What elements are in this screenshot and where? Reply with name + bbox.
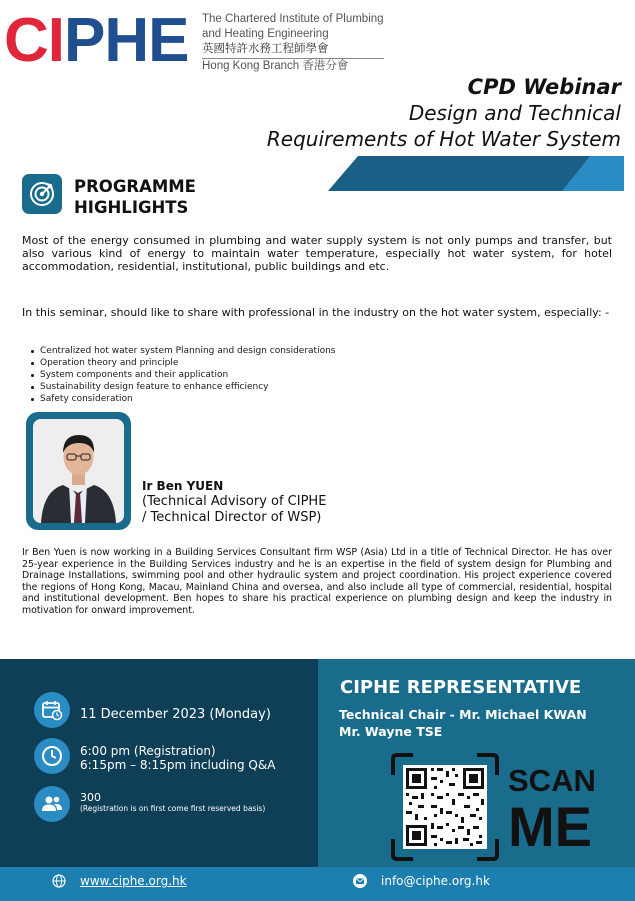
qr-code[interactable] <box>391 753 499 861</box>
calendar-icon <box>34 692 70 728</box>
website-url[interactable]: www.ciphe.org.hk <box>80 874 187 888</box>
decorative-banner <box>328 156 624 191</box>
speaker-photo <box>33 419 124 523</box>
logo-wordmark-red: CI <box>4 6 64 75</box>
email-link[interactable] <box>353 874 490 888</box>
website-link[interactable] <box>52 874 187 888</box>
logo-wordmark-blue: PHE <box>64 6 189 75</box>
list-item: Centralized hot water system Planning and design considerations <box>40 346 336 356</box>
heading-line2: HIGHLIGHTS <box>74 198 189 217</box>
event-date: 11 December 2023 (Monday) <box>80 707 271 722</box>
webinar-title <box>267 74 621 152</box>
ciphe-logo <box>4 6 384 78</box>
event-capacity <box>80 791 265 814</box>
globe-icon <box>52 874 66 888</box>
representative-line2: Mr. Wayne TSE <box>339 724 443 739</box>
title-line3: Requirements of Hot Water System <box>266 127 621 151</box>
list-item: System components and their application <box>40 369 336 381</box>
event-time-line2: 6:15pm – 8:15pm including Q&A <box>80 758 276 772</box>
scan-me-text-line1: SCAN <box>508 763 596 798</box>
heading-line1: PROGRAMME <box>74 177 196 196</box>
list-item: Operation theory and principle <box>40 357 336 369</box>
representative-title: CIPHE REPRESENTATIVE <box>340 677 582 698</box>
speaker-bio: Ir Ben Yuen is now working in a Building Services Consultant firm WSP (Asia) Ltd in a title of Technical Director. He has over 25-year experience in the Building Services industry and he is an expertise in the field of system design for Plumbing and Drainage Installations, swimming pool and other hydraulic system and project coordination. His project experience covered the regions of Hong Kong, Macau, Mainland China and oversea, and also include all type of commercial, residential, hospital and institutional development. Ben hopes to share his practical experience on plumbing design and keep the industry in motivation for onward improvement. <box>22 547 612 616</box>
scan-me-text-line2: ME <box>508 795 592 858</box>
capacity-value: 300 <box>80 791 101 804</box>
org-name-chinese: 英國特許水務工程師學會 <box>202 43 329 55</box>
org-name-line2: and Heating Engineering <box>202 28 329 40</box>
mail-icon <box>353 874 367 888</box>
org-name-line1: The Chartered Institute of Plumbing <box>202 13 384 25</box>
speaker-role-line1: (Technical Advisory of CIPHE <box>142 494 327 509</box>
highlights-paragraph-2: In this seminar, should like to share with professional in the industry on the hot water system, especially: - <box>22 306 610 319</box>
speaker-name: Ir Ben YUEN <box>142 479 224 493</box>
capacity-note: (Registration is on first come first reserved basis) <box>80 804 266 813</box>
speaker-role-line2: / Technical Director of WSP) <box>142 510 322 525</box>
target-icon <box>22 174 62 214</box>
speaker-role <box>142 494 326 526</box>
people-icon <box>34 786 70 822</box>
highlights-paragraph-1: Most of the energy consumed in plumbing and water supply system is not only pumps and transfer, but also various kind of energy to maintain water temperature, especially hot water system, for hotel accommodation, residential, institutional, public buildings and etc. <box>22 234 612 273</box>
list-item: Safety consideration <box>40 393 336 405</box>
event-time <box>80 744 275 772</box>
programme-highlights-heading <box>74 176 196 218</box>
email-address[interactable]: info@ciphe.org.hk <box>381 874 490 888</box>
logo-organisation-text <box>202 12 384 74</box>
list-item: Sustainability design feature to enhance efficiency <box>40 381 336 393</box>
clock-icon <box>34 738 70 774</box>
org-branch: Hong Kong Branch 香港分會 <box>202 58 384 74</box>
highlights-bullet-list <box>40 345 336 405</box>
speaker-photo-frame <box>26 412 131 530</box>
title-line1: CPD Webinar <box>467 75 621 99</box>
event-time-line1: 6:00 pm (Registration) <box>80 744 216 758</box>
title-line2: Design and Technical <box>408 101 621 125</box>
logo-wordmark <box>4 6 189 75</box>
representative-line1: Technical Chair - Mr. Michael KWAN <box>339 707 587 722</box>
